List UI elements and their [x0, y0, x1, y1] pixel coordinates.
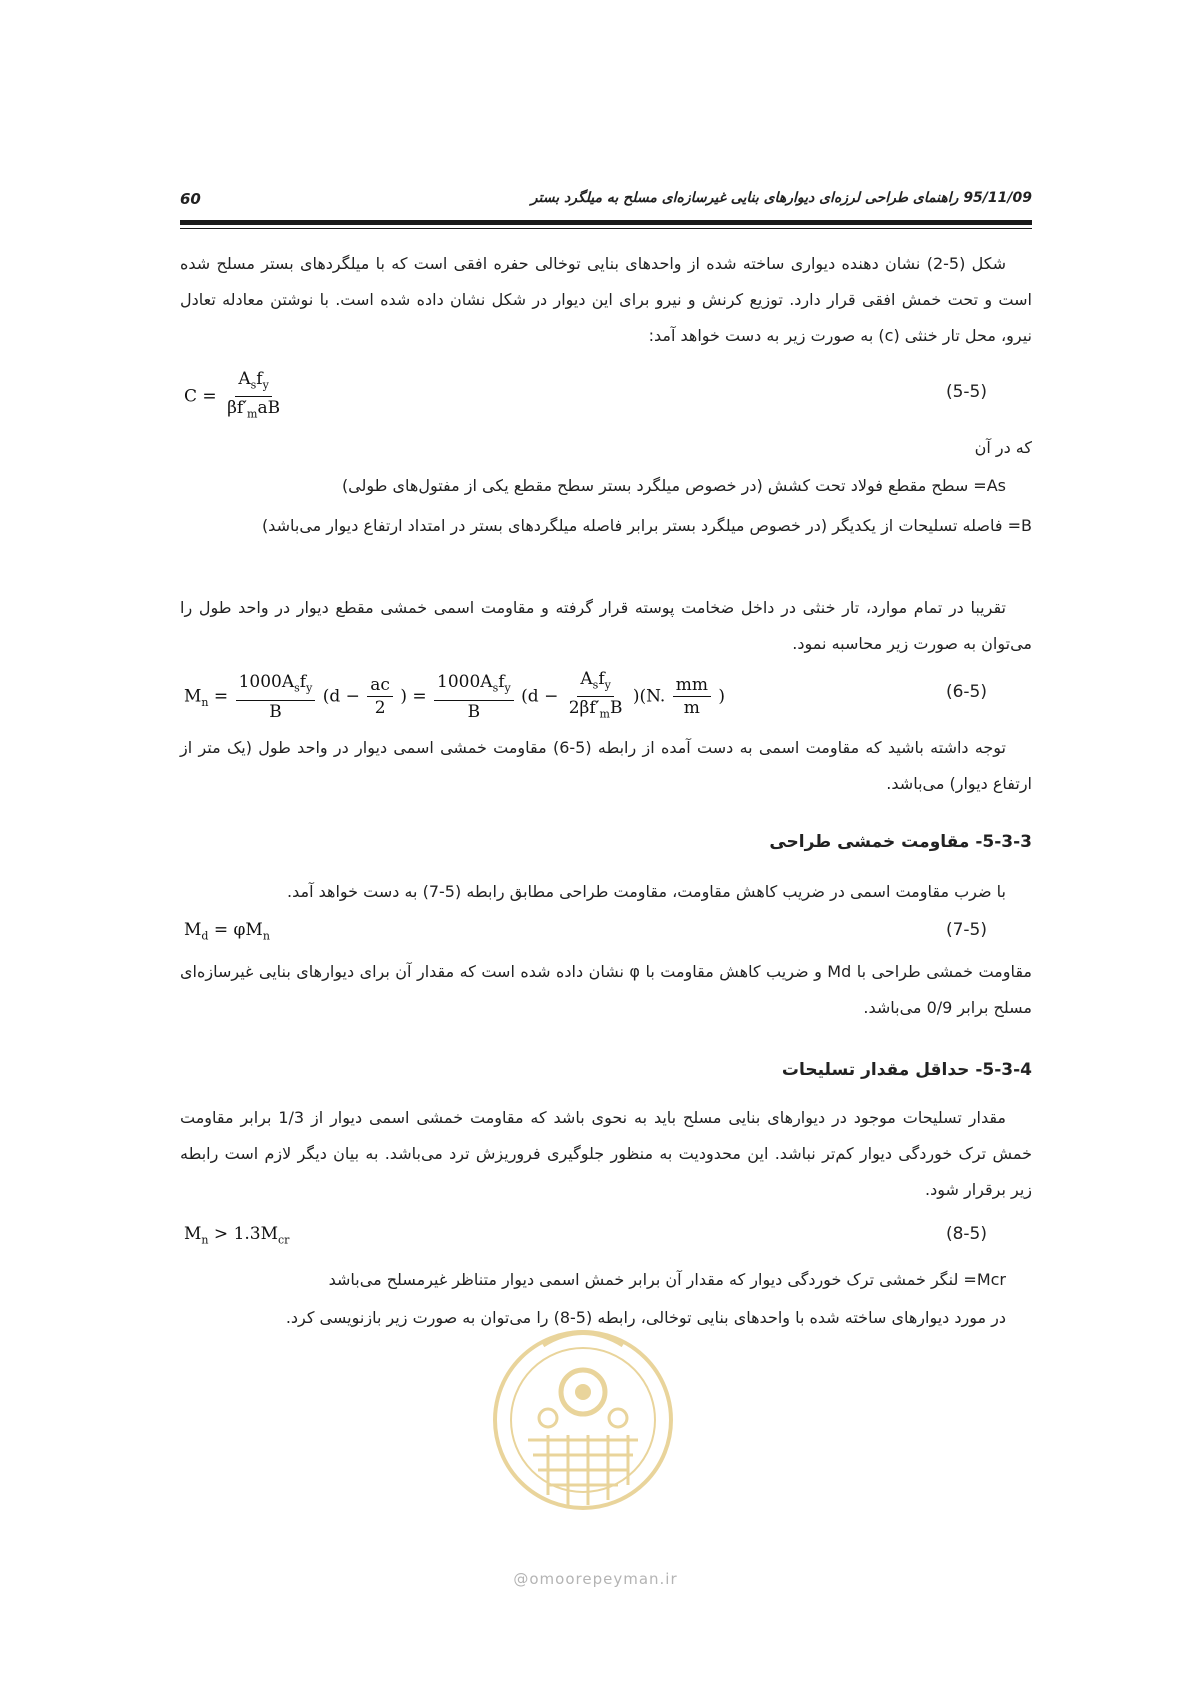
- section-heading-min-reinforcement: 5-3-4- حداقل مقدار تسلیحات: [781, 1060, 1032, 1080]
- equation-5-5-expression: [184, 368, 285, 426]
- at-icon: @: [513, 1570, 530, 1588]
- running-title: 95/11/09 راهنمای طراحی لرزه‌ای دیوارهای بنایی غیرسازه‌ای مسلح به میلگرد بستر: [530, 190, 1032, 206]
- paragraph-hollow-units: در مورد دیوارهای ساخته شده با واحدهای بنایی توخالی، رابطه (5-8) را می‌توان به صورت زیر بازنویسی کرد.: [285, 1308, 1006, 1327]
- equation-number: (5-5): [945, 382, 987, 402]
- definition-B: B= فاصله تسلیحات از یکدیگر (در خصوص میلگرد بستر برابر فاصله میلگردهای بستر در امتداد ارتفاع دیوار می‌باشد): [261, 516, 1032, 535]
- paragraph-phi: مقاومت خمشی طراحی با Md و ضریب کاهش مقاومت با φ نشان داده شده است که مقدار آن برای دیوارهای بنایی غیرسازه‌ای مسلح برابر 0/9 می‌باشد.: [180, 962, 1033, 1017]
- equation-number: (7-5): [945, 920, 987, 940]
- page-header: [180, 190, 1032, 214]
- watermark-site: @omoorepeyman.ir: [513, 1570, 678, 1588]
- paragraph-design-strength: با ضرب مقاومت اسمی در ضریب کاهش مقاومت، مقاومت طراحی مطابق رابطه (5-7) به دست خواهد آمد.: [287, 882, 1006, 901]
- watermark-logo: [488, 1300, 678, 1545]
- page-number: 60: [180, 190, 201, 208]
- header-rule: [180, 220, 1032, 225]
- paragraph-neutral-axis: تقریبا در تمام موارد، تار خنثی در داخل ضخامت پوسته قرار گرفته و مقاومت اسمی خمشی مقطع دیوار در واحد طول را می‌توان به صورت زیر محاسبه نمود.: [180, 598, 1032, 653]
- definition-Mcr: Mcr= لنگر خمشی ترک خوردگی دیوار که مقدار آن برابر خمش اسمی دیوار متناظر غیرمسلح می‌باشد: [328, 1270, 1006, 1289]
- eq5-lhs: C =: [184, 386, 217, 407]
- equation-7-5: [180, 916, 1032, 952]
- equation-5-5: [180, 368, 1032, 428]
- eq5-fraction: $\frac{A_sf_y}{\beta f'_maB}$: [227, 369, 281, 421]
- equation-number: (8-5): [945, 1224, 987, 1244]
- where-label: که در آن: [974, 438, 1032, 457]
- equation-8-5: [180, 1220, 1032, 1256]
- equation-6-5: [180, 668, 1032, 728]
- section-heading-design-strength: 5-3-3- مقاومت خمشی طراحی: [769, 832, 1032, 852]
- paragraph-min-reinforcement: مقدار تسلیحات موجود در دیوارهای بنایی مسلح باید به نحوی باشد که مقاومت خمشی اسمی دیوار از 1/3 برابر مقاومت خمش ترک خوردگی دیوار کم‌تر نباشد. این محدودیت به منظور جلوگیری فروریزش ترد می‌باشد. به بیان دیگر لازم است رابطه زیر برقرار شود.: [180, 1108, 1032, 1199]
- header-rule-thin: [180, 228, 1032, 229]
- paragraph-intro: شکل (5-2) نشان دهنده دیواری ساخته شده از واحدهای بنایی توخالی حفره افقی است که با میلگردهای بستر مسلح شده است و تحت خمش افقی قرار دارد. توزیع کرنش و نیرو برای این دیوار در شکل نشان داده شده است. با نوشتن معادله تعادل نیرو، محل تار خنثی (c) به صورت زیر به دست خواهد آمد:: [180, 254, 1032, 345]
- equation-8-5-expression: $M_n > 1.3M_{cr}$: [184, 1224, 290, 1247]
- equation-number: (6-5): [945, 682, 987, 702]
- definition-As: As= سطح مقطع فولاد تحت کشش (در خصوص میلگرد بستر سطح مقطع یکی از مفتول‌های طولی): [341, 476, 1006, 495]
- paragraph-note: توجه داشته باشید که مقاومت اسمی به دست آمده از رابطه (5-6) مقاومت خمشی اسمی دیوار در واحد طول (یک متر از ارتفاع دیوار) می‌باشد.: [180, 738, 1032, 793]
- equation-7-5-expression: $M_d = \varphi M_n$: [184, 920, 270, 943]
- equation-6-5-expression: $M_n$ = $\frac{1000A_sf_y}{B}$ (d − $\frac{ac}{2}$ ) = $\frac{1000A_sf_y}{B}$ (d − $\frac{A_sf_y}{2\beta f'_mB}$ )(N. $\frac{mm}{m}$ ): [184, 669, 726, 722]
